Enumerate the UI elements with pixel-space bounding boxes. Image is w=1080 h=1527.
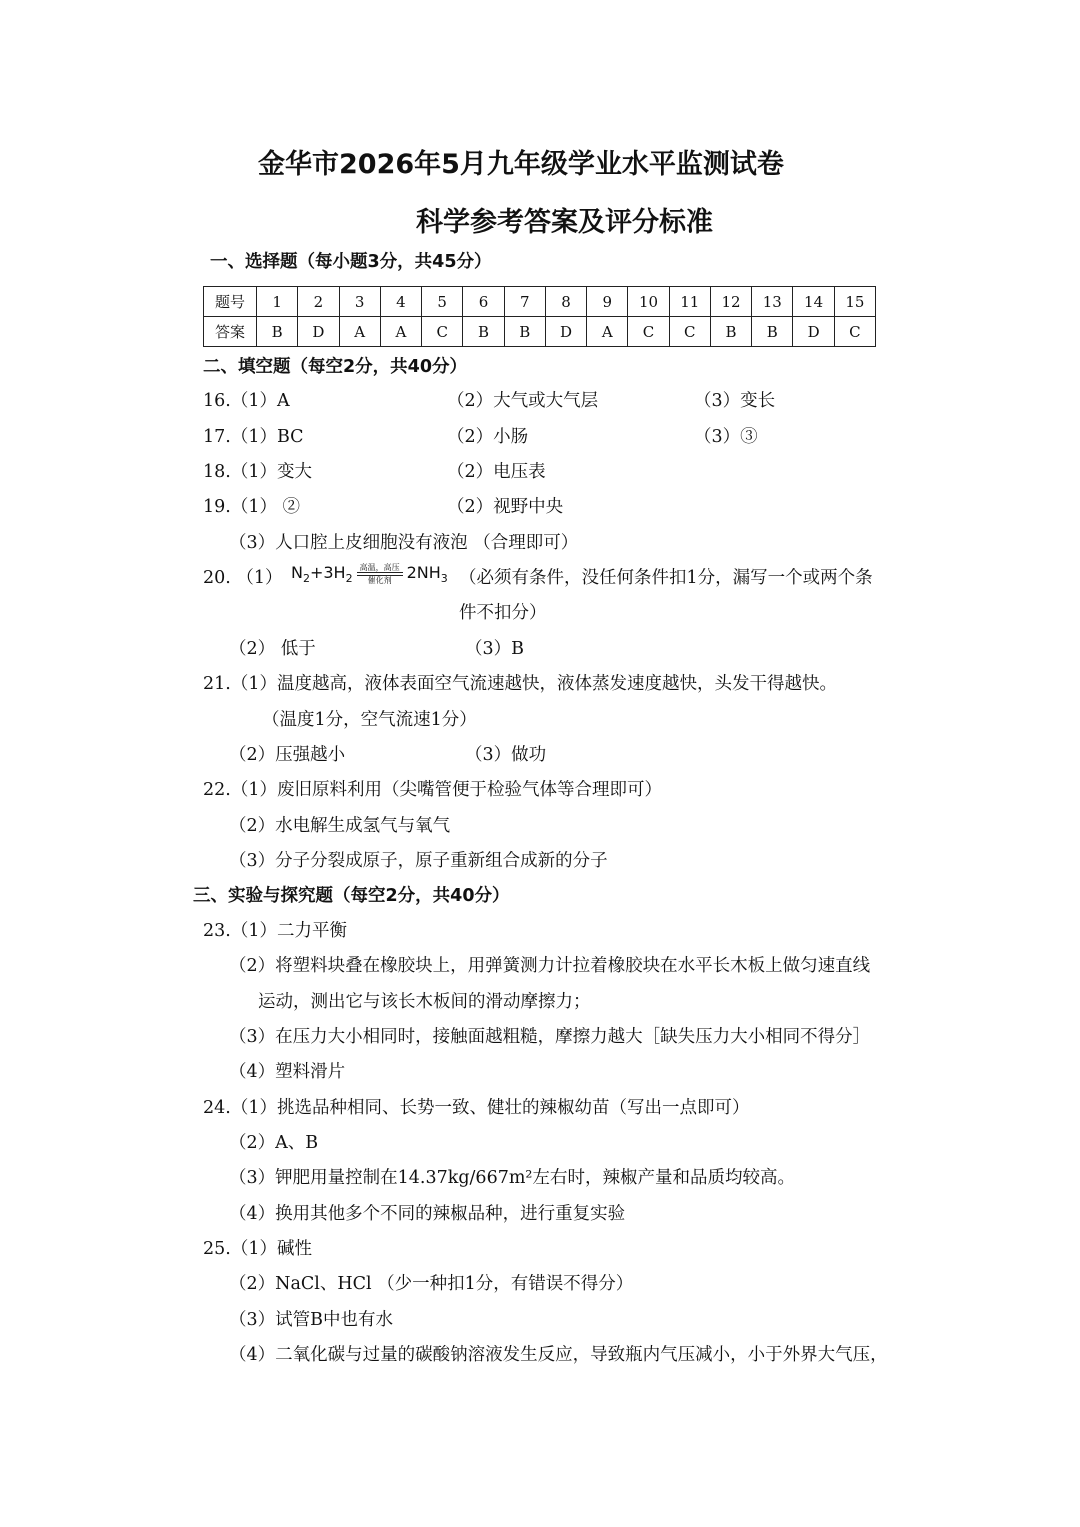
table-cell: B xyxy=(752,317,793,347)
row-label-number: 题号 xyxy=(204,287,257,317)
table-cell: 3 xyxy=(339,287,380,317)
table-cell: C xyxy=(422,317,463,347)
answer-24-2: （2）A、B xyxy=(229,1133,319,1153)
answer-23-4: （4）塑料滑片 xyxy=(229,1062,346,1082)
section-heading-choice: 一、选择题（每小题3分，共45分） xyxy=(210,252,492,272)
table-cell: D xyxy=(545,317,586,347)
answer-19-3: （3）人口腔上皮细胞没有液泡 （合理即可） xyxy=(229,533,579,553)
table-cell: B xyxy=(710,317,751,347)
answer-19-2: （2）视野中央 xyxy=(447,497,564,517)
table-cell: 6 xyxy=(463,287,504,317)
answer-24-1: 24.（1）挑选品种相同、长势一致、健壮的辣椒幼苗（写出一点即可） xyxy=(203,1098,750,1118)
table-cell: 13 xyxy=(752,287,793,317)
row-label-answer: 答案 xyxy=(204,317,257,347)
table-cell: 14 xyxy=(793,287,834,317)
chemical-equation xyxy=(291,563,448,585)
answer-23-2-cont: 运动，测出它与该长木板间的滑动摩擦力； xyxy=(258,992,591,1012)
answer-24-4: （4）换用其他多个不同的辣椒品种，进行重复实验 xyxy=(229,1204,626,1224)
table-cell: D xyxy=(793,317,834,347)
answer-21-1-score: （温度1分，空气流速1分） xyxy=(262,710,477,730)
answer-21-2: （2）压强越小 xyxy=(229,745,346,765)
table-cell: 10 xyxy=(628,287,669,317)
answer-18-2: （2）电压表 xyxy=(447,462,546,482)
table-cell: 9 xyxy=(587,287,628,317)
answer-17-2: （2）小肠 xyxy=(447,427,529,447)
eq-right: $2NH_3$ xyxy=(406,563,448,586)
answer-17-3: （3）③ xyxy=(694,427,758,447)
table-cell: 2 xyxy=(298,287,339,317)
answer-21-1: 21.（1）温度越高，液体表面空气流速越快，液体蒸发速度越快，头发干得越快。 xyxy=(203,674,837,694)
table-cell: C xyxy=(834,317,875,347)
table-cell: 1 xyxy=(257,287,298,317)
answer-25-3: （3）试管B中也有水 xyxy=(229,1310,393,1330)
answer-23-2: （2）将塑料块叠在橡胶块上，用弹簧测力计拉着橡胶块在水平长木板上做匀速直线 xyxy=(229,956,871,976)
table-cell: 7 xyxy=(504,287,545,317)
table-cell: A xyxy=(339,317,380,347)
table-cell: D xyxy=(298,317,339,347)
answer-23-3: （3）在压力大小相同时，接触面越粗糙，摩擦力越大［缺失压力大小相同不得分］ xyxy=(229,1027,871,1047)
answer-25-4: （4）二氧化碳与过量的碳酸钠溶液发生反应，导致瓶内气压减小，小于外界大气压， xyxy=(229,1345,888,1365)
table-cell: 4 xyxy=(380,287,421,317)
answer-20-note-cont: 件不扣分） xyxy=(459,603,547,623)
answer-19-1: 19.（1） ② xyxy=(203,497,301,517)
answer-16-1: 16.（1）A xyxy=(203,391,290,411)
table-row-answers xyxy=(204,317,876,347)
table-cell: 15 xyxy=(834,287,875,317)
table-cell: 11 xyxy=(669,287,710,317)
table-cell: B xyxy=(257,317,298,347)
answer-table xyxy=(203,286,876,347)
page-subtitle: 科学参考答案及评分标准 xyxy=(416,207,713,238)
answer-16-2: （2）大气或大气层 xyxy=(447,391,599,411)
answer-24-3: （3）钾肥用量控制在14.37kg/667m²左右时，辣椒产量和品质均较高。 xyxy=(229,1168,795,1188)
reaction-arrow xyxy=(357,563,403,585)
table-cell: 8 xyxy=(545,287,586,317)
answer-21-3: （3）做功 xyxy=(465,745,547,765)
answer-25-1: 25.（1）碱性 xyxy=(203,1239,312,1259)
table-cell: 12 xyxy=(710,287,751,317)
table-cell: A xyxy=(587,317,628,347)
answer-20-3: （3）B xyxy=(465,639,524,659)
table-cell: C xyxy=(669,317,710,347)
table-cell: C xyxy=(628,317,669,347)
answer-17-1: 17.（1）BC xyxy=(203,427,304,447)
answer-22-2: （2）水电解生成氢气与氧气 xyxy=(229,816,451,836)
table-row-numbers xyxy=(204,287,876,317)
answer-22-1: 22.（1）废旧原料利用（尖嘴管便于检验气体等合理即可） xyxy=(203,780,662,800)
eq-left: $N_2+3H_2$ xyxy=(291,563,353,586)
answer-25-2: （2）NaCl、HCl （少一种扣1分，有错误不得分） xyxy=(229,1274,634,1294)
section-heading-experiment: 三、实验与探究题（每空2分，共40分） xyxy=(193,886,510,906)
table-cell: B xyxy=(504,317,545,347)
answer-20-prefix: 20. （1） xyxy=(203,568,283,588)
table-cell: A xyxy=(380,317,421,347)
table-cell: 5 xyxy=(422,287,463,317)
page-title: 金华市2026年5月九年级学业水平监测试卷 xyxy=(258,149,784,180)
answer-20-note: （必须有条件，没任何条件扣1分，漏写一个或两个条 xyxy=(459,568,873,588)
reaction-condition-top: 高温，高压 xyxy=(359,563,400,573)
section-heading-fill: 二、填空题（每空2分，共40分） xyxy=(203,357,468,377)
reaction-condition-bottom: 催化剂 xyxy=(367,576,392,586)
table-cell: B xyxy=(463,317,504,347)
answer-16-3: （3）变长 xyxy=(694,391,776,411)
answer-22-3: （3）分子分裂成原子，原子重新组合成新的分子 xyxy=(229,851,608,871)
answer-23-1: 23.（1）二力平衡 xyxy=(203,921,347,941)
answer-18-1: 18.（1）变大 xyxy=(203,462,312,482)
answer-20-2: （2） 低于 xyxy=(229,639,316,659)
